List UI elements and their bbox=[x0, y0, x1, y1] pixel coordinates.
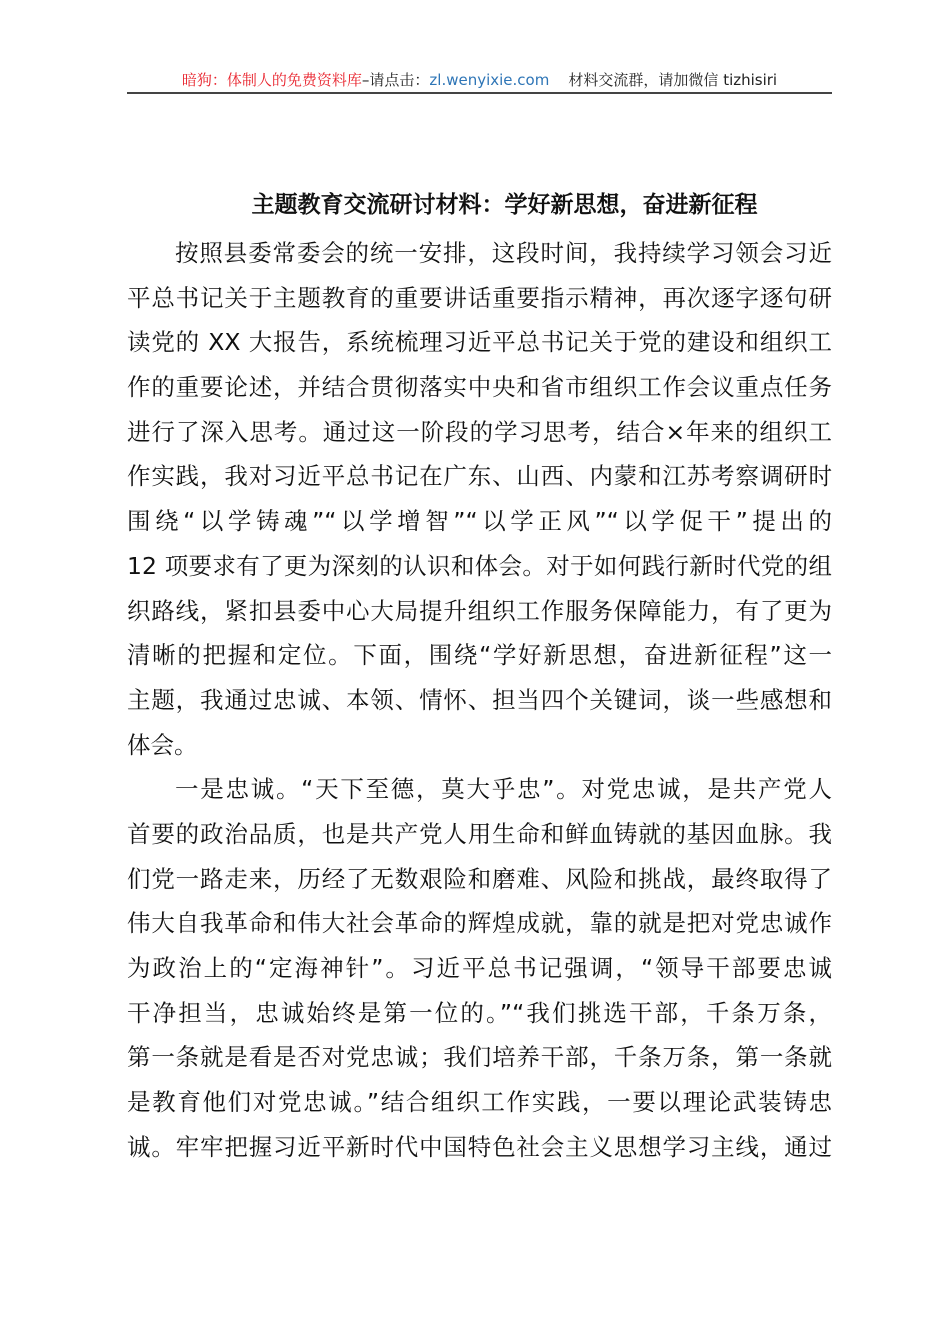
document-title: 主题教育交流研讨材料：学好新思想，奋进新征程 bbox=[251, 192, 758, 218]
website-link[interactable]: zl.wenyixie.com bbox=[429, 71, 550, 89]
text-line: 读党的 XX 大报告，系统梳理习近平总书记关于党的建设和组织工 bbox=[127, 328, 832, 357]
text-line: 首要的政治品质，也是共产党人用生命和鲜血铸就的基因血脉。我 bbox=[127, 819, 832, 848]
text-line: 清晰的把握和定位。下面，围绕“学好新思想，奋进新征程”这一 bbox=[127, 641, 832, 670]
paragraph bbox=[127, 231, 832, 767]
text-line: 平总书记关于主题教育的重要讲话重要指示精神，再次逐字逐句研 bbox=[127, 283, 832, 312]
brand-text: 暗狗：体制人的免费资料库 bbox=[181, 71, 362, 89]
text-line: 一是忠诚。“天下至德，莫大乎忠”。对党忠诚，是共产党人 bbox=[175, 775, 832, 804]
click-label: –请点击： bbox=[361, 71, 430, 89]
paragraph bbox=[127, 767, 832, 1169]
text-line: 诚。牢牢把握习近平新时代中国特色社会主义思想学习主线，通过 bbox=[127, 1132, 832, 1161]
text-line: 干净担当，忠诚始终是第一位的。”“我们挑选干部，千条万条， bbox=[127, 998, 832, 1027]
header-divider bbox=[127, 92, 832, 94]
text-line: 为政治上的“定海神针”。习近平总书记强调，“领导干部要忠诚 bbox=[127, 954, 832, 982]
text-line: 主题，我通过忠诚、本领、情怀、担当四个关键词，谈一些感想和 bbox=[127, 685, 832, 714]
text-line: 作实践，我对习近平总书记在广东、山西、内蒙和江苏考察调研时 bbox=[127, 462, 832, 491]
text-line: 进行了深入思考。通过这一阶段的学习思考，结合×年来的组织工 bbox=[127, 417, 832, 446]
text-line: 按照县委常委会的统一安排，这段时间，我持续学习领会习近 bbox=[175, 239, 832, 267]
text-line: 作的重要论述，并结合贯彻落实中央和省市组织工作会议重点任务 bbox=[127, 373, 832, 402]
text-line: 12 项要求有了更为深刻的认识和体会。对于如何践行新时代党的组 bbox=[127, 551, 832, 580]
text-line: 第一条就是看是否对党忠诚；我们培养干部，千条万条，第一条就 bbox=[127, 1043, 832, 1072]
page-header bbox=[127, 68, 832, 92]
document-body bbox=[127, 231, 832, 1169]
text-line: 是教育他们对党忠诚。”结合组织工作实践，一要以理论武装铸忠 bbox=[127, 1088, 832, 1117]
wechat-group-text: 材料交流群，请加微信 tizhisiri bbox=[568, 71, 778, 89]
text-line: 织路线，紧扣县委中心大局提升组织工作服务保障能力，有了更为 bbox=[127, 596, 832, 625]
text-line: 体会。 bbox=[127, 730, 198, 759]
text-line: 伟大自我革命和伟大社会革命的辉煌成就，靠的就是把对党忠诚作 bbox=[127, 909, 832, 938]
text-line: 们党一路走来，历经了无数艰险和磨难、风险和挑战，最终取得了 bbox=[127, 864, 832, 893]
text-line: 围绕“以学铸魂”“以学增智”“以学正风”“以学促干”提出的 bbox=[127, 507, 832, 536]
